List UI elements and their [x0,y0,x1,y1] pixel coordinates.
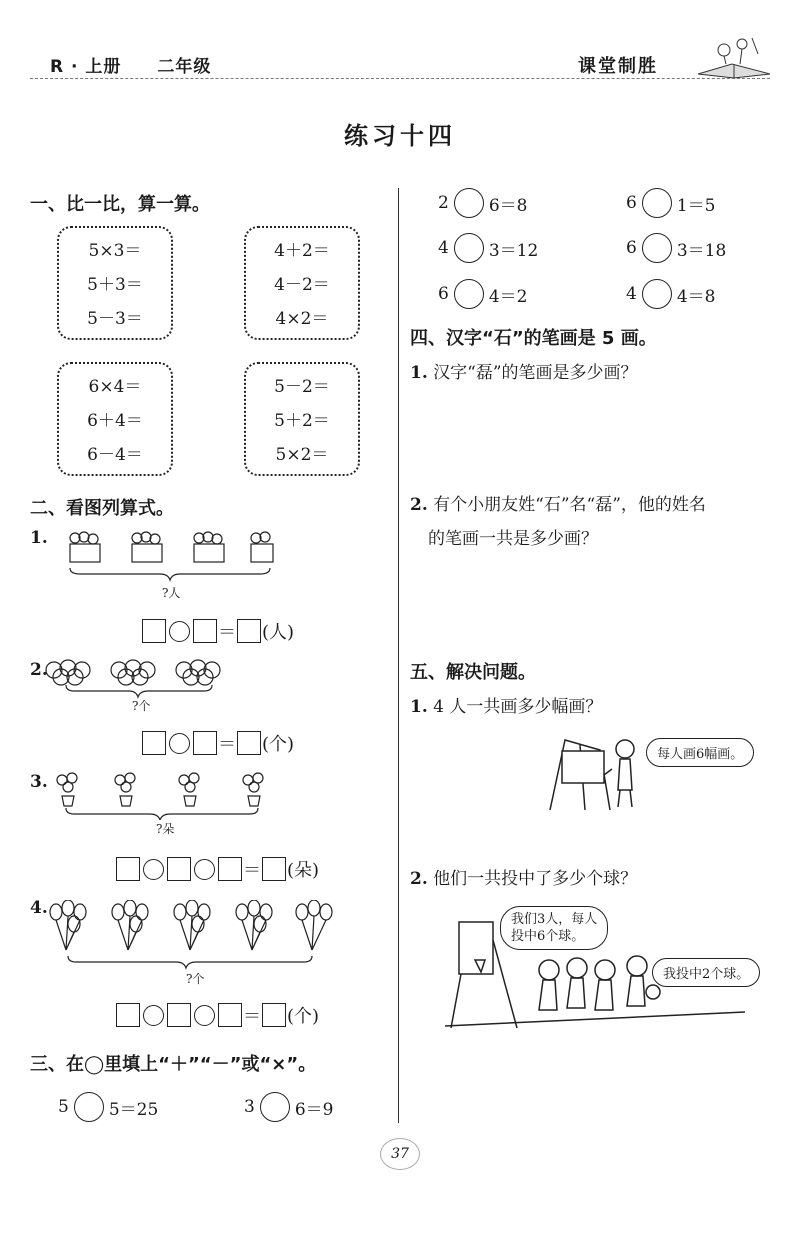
answer-box[interactable] [237,731,261,755]
left-operand: 5 [58,1097,69,1117]
operator-circle[interactable] [260,1092,290,1122]
calc-box [244,362,360,476]
right-side: 4＝8 [676,286,716,307]
answer-box[interactable] [142,619,166,643]
operator-circle[interactable] [169,733,190,754]
left-operand: 3 [244,1097,255,1117]
operator-circle[interactable] [143,1005,164,1026]
question-5-1 [410,692,602,717]
answer-expression [142,730,294,756]
speech-line: 投中6个球。 [511,929,585,944]
left-operand: 4 [626,284,637,304]
item-number: 3. [30,772,48,792]
operator-circle[interactable] [642,188,672,218]
calc-line: 5＋3＝ [87,275,143,295]
answer-box[interactable] [218,1003,242,1027]
right-side: 4＝2 [488,286,528,307]
operator-circle[interactable] [454,279,484,309]
brace-label: ?朵 [156,822,175,836]
answer-expression [116,1002,319,1028]
fill-operator-row [244,1092,333,1122]
unit-label: (个) [262,734,295,755]
answer-box[interactable] [237,619,261,643]
balloons-illustration [46,900,336,972]
question-text: 4 人一共画多少幅画？ [433,697,603,717]
section5-heading: 五、解决问题。 [410,662,536,683]
answer-box[interactable] [218,857,242,881]
question-5-2 [410,864,637,889]
calc-line: 6＋4＝ [87,411,143,431]
right-side: 3＝12 [488,240,539,261]
question-text: 汉字“磊”的笔画是多少画？ [433,363,638,383]
item-number: 2. [30,660,48,680]
answer-expression [142,618,294,644]
item-number: 1. [30,528,48,548]
calc-line: 5＋2＝ [274,411,330,431]
answer-expression [116,856,319,882]
question-number: 1. [410,363,428,383]
operator-circle[interactable] [642,233,672,263]
answer-box[interactable] [193,731,217,755]
right-side: 6＝8 [488,195,528,216]
calc-line: 5－3＝ [87,309,143,329]
fill-operator-row [438,233,538,263]
operator-circle[interactable] [194,859,215,880]
question-number: 2. [410,495,428,515]
calc-box [57,226,173,340]
right-side: 3＝18 [676,240,727,261]
unit-label: (朵) [287,860,320,881]
fill-operator-row [626,233,726,263]
question-text: 他们一共投中了多少个球？ [433,869,638,889]
answer-box[interactable] [142,731,166,755]
right-side: 1＝5 [676,195,716,216]
question-4-2 [410,490,706,515]
calc-line: 5－2＝ [274,377,330,397]
answer-box[interactable] [262,1003,286,1027]
answer-box[interactable] [167,857,191,881]
left-operand: 6 [438,284,449,304]
item-number: 4. [30,898,48,918]
equals-sign: ＝ [218,622,236,643]
unit-label: (个) [287,1006,320,1027]
header-divider [30,78,770,79]
speech-bubble: 每人画6幅画。 [646,738,754,767]
fill-operator-row [438,188,527,218]
operator-circle[interactable] [74,1092,104,1122]
equals-sign: ＝ [243,860,261,881]
operator-circle[interactable] [194,1005,215,1026]
question-number: 1. [410,697,428,717]
fill-operator-row [626,279,715,309]
answer-box[interactable] [167,1003,191,1027]
speech-bubble [500,906,608,950]
equals-sign: ＝ [218,734,236,755]
section1-heading: 一、比一比，算一算。 [30,194,210,215]
children-group-illustration [60,528,280,583]
answer-box[interactable] [193,619,217,643]
section3-heading: 三、在◯里填上“＋”“－”或“×”。 [30,1054,317,1075]
question-text: 有个小朋友姓“石”名“磊”，他的姓名 [433,495,706,515]
unit-label: (人) [262,622,295,643]
apples-illustration [44,655,244,700]
speech-line: 我们3人，每人 [511,912,598,927]
left-operand: 6 [626,193,637,213]
question-text-cont: 的笔画一共是多少画？ [428,529,598,549]
page-number: 37 [380,1138,420,1170]
answer-box[interactable] [116,1003,140,1027]
right-side: 6＝9 [294,1099,334,1120]
operator-circle[interactable] [454,188,484,218]
left-operand: 6 [626,238,637,258]
answer-box[interactable] [116,857,140,881]
left-operand: 4 [438,238,449,258]
header-grade: R · 上册 二年级 [50,57,212,77]
operator-circle[interactable] [169,621,190,642]
calc-box [57,362,173,476]
answer-box[interactable] [262,857,286,881]
operator-circle[interactable] [143,859,164,880]
column-divider [398,188,399,1123]
fill-operator-row [626,188,715,218]
calc-line: 4×2＝ [275,309,329,329]
painter-easel-illustration [540,735,650,815]
page-title: 练习十四 [344,122,456,150]
operator-circle[interactable] [642,279,672,309]
calc-box [244,226,360,340]
section4-heading: 四、汉字“石”的笔画是 5 画。 [410,328,657,349]
calc-line: 5×3＝ [88,241,142,261]
question-4-1 [410,358,638,383]
brace-label: ?人 [162,586,181,600]
calc-line: 4＋2＝ [274,241,330,261]
speech-bubble: 我投中2个球。 [652,958,760,987]
book-logo-icon [694,30,774,80]
left-operand: 2 [438,193,449,213]
calc-line: 4－2＝ [274,275,330,295]
fill-operator-row [438,279,527,309]
flower-pots-illustration [50,770,280,820]
section2-heading: 二、看图列算式。 [30,498,174,519]
calc-line: 5×2＝ [275,445,329,465]
operator-circle[interactable] [454,233,484,263]
right-side: 5＝25 [108,1099,159,1120]
calc-line: 6×4＝ [88,377,142,397]
header-brand: 课堂制胜 [578,56,658,77]
equals-sign: ＝ [243,1006,261,1027]
brace-label: ?个 [132,699,151,713]
calc-line: 6－4＝ [87,445,143,465]
fill-operator-row [58,1092,158,1122]
question-number: 2. [410,869,428,889]
brace-label: ?个 [186,972,205,986]
